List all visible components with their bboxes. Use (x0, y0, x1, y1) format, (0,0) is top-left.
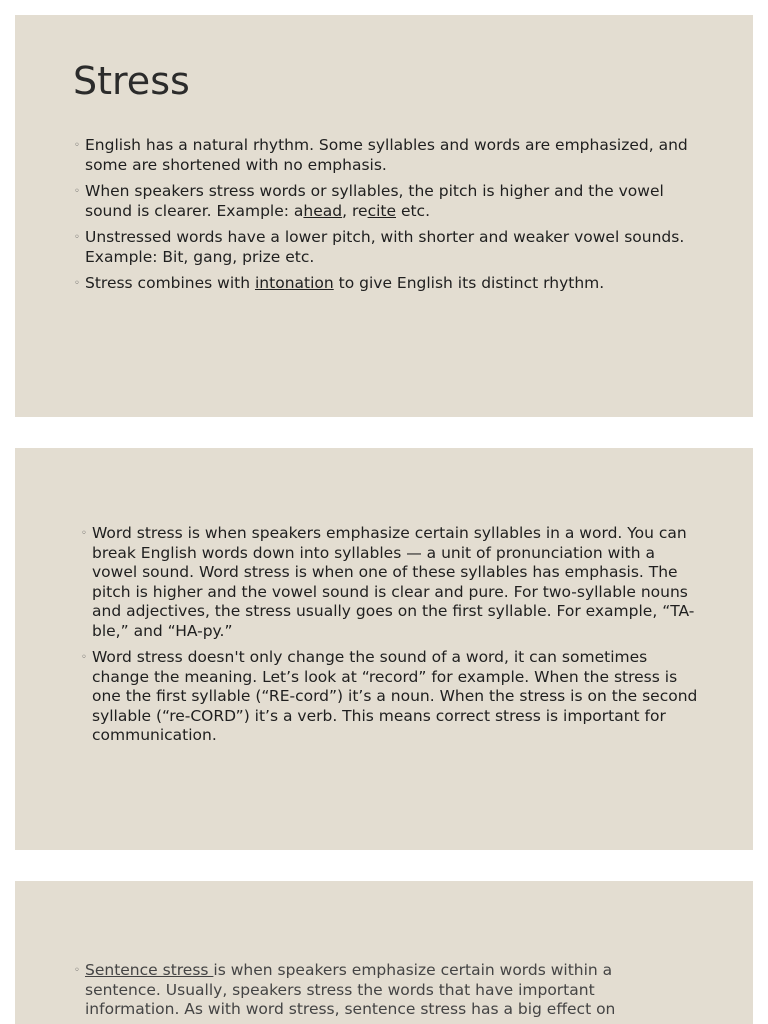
bullet-icon: ◦ (81, 652, 87, 663)
slide-sentence-stress (15, 881, 753, 1024)
bullet-icon: ◦ (74, 965, 80, 976)
bullet-list (74, 136, 694, 301)
slide-word-stress (15, 448, 753, 850)
bullet-text: Word stress doesn't only change the sound of a word, it can sometimes change the meaning. Let’s look at “record” for example. When the stress is one the first syllable (“RE-cord”) it’s a noun. When the stress is on the second syllable (“re-CORD”) it’s a verb. This means correct stress is important for communication. (92, 648, 698, 744)
list-item (74, 961, 634, 1020)
bullet-icon: ◦ (74, 186, 80, 197)
bullet-text: Stress combines with (85, 274, 255, 292)
list-item (81, 648, 701, 746)
list-item (74, 228, 694, 267)
list-item (81, 524, 701, 641)
bullet-text: Word stress is when speakers emphasize certain syllables in a word. You can break English words down into syllables — a unit of pronunciation with a vowel sound. Word stress is when one of these syllables has emphasis. The pitch is higher and the vowel sound is clear and pure. For two-syllable nouns and adjectives, the stress usually goes on the first syllable. For example, “TA-ble,” and “HA-py.” (92, 524, 695, 640)
slide-title: Stress (73, 59, 190, 103)
bullet-text: is when speakers emphasize certain words within a sentence. Usually, speakers stress the words that have important information. As with word stress, sentence stress has a big effect on (85, 961, 616, 1018)
bullet-text: Unstressed words have a lower pitch, with shorter and weaker vowel sounds. Example: Bit, gang, prize etc. (85, 228, 685, 266)
bullet-text: , re (342, 201, 368, 220)
list-item (74, 182, 694, 221)
bullet-text: When speakers stress words or syllables, the pitch is higher and the vowel sound is clearer. Example: a (85, 182, 664, 220)
bullet-list (74, 961, 634, 1024)
link-intonation[interactable]: intonation (255, 274, 334, 292)
list-item (74, 274, 694, 294)
bullet-text: English has a natural rhythm. Some syllables and words are emphasized, and some are shortened with no emphasis. (85, 136, 688, 174)
bullet-list (81, 524, 701, 753)
bullet-icon: ◦ (81, 528, 87, 539)
bullet-text: to give English its distinct rhythm. (333, 274, 605, 292)
link-cite[interactable]: cite (367, 201, 397, 220)
slide-stress (15, 15, 753, 417)
link-sentence-stress[interactable]: Sentence stress (85, 961, 214, 979)
bullet-icon: ◦ (74, 140, 80, 151)
bullet-icon: ◦ (74, 278, 80, 289)
bullet-icon: ◦ (74, 232, 80, 243)
list-item (74, 136, 694, 175)
link-head[interactable]: head (303, 201, 343, 220)
bullet-text: etc. (396, 201, 431, 220)
